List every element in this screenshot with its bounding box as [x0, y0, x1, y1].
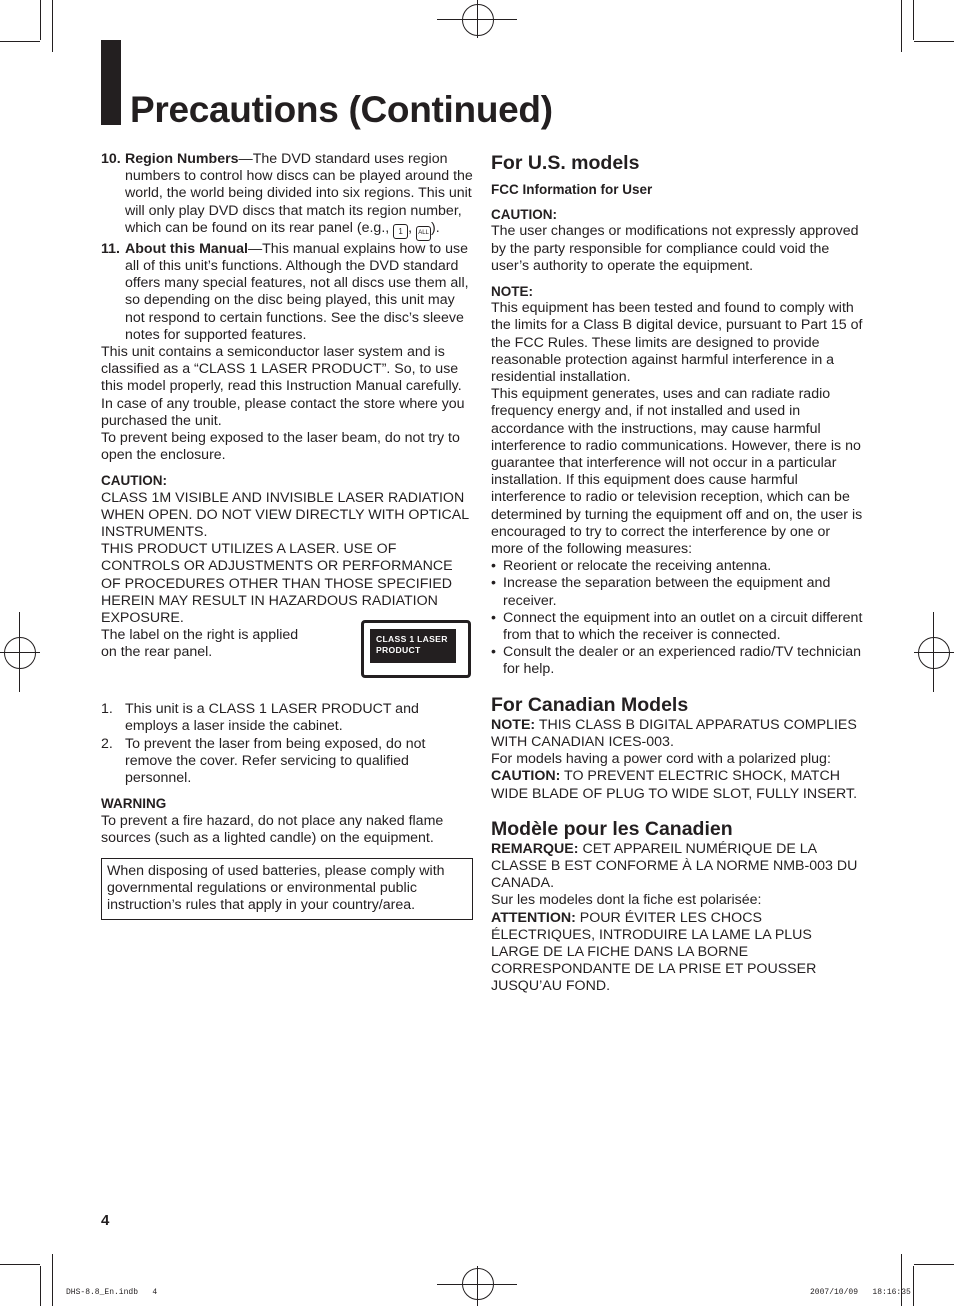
- french-plug-text: Sur les modeles dont la fiche est polarisée:: [491, 892, 762, 909]
- fcc-heading: FCC Information for User: [491, 182, 653, 197]
- bullet-text: Consult the dealer or an experienced radio/TV technician for help.: [503, 644, 862, 678]
- crop-mark: [52, 0, 53, 52]
- item-number: 11.: [101, 240, 120, 257]
- list-item: [101, 701, 473, 735]
- registration-mark-line: [19, 612, 20, 692]
- bullet-dot: •: [491, 558, 496, 575]
- item-text: To prevent the laser from being exposed, do not remove the cover. Refer servicing to qualified personnel.: [125, 735, 426, 787]
- warning-label: WARNING: [101, 796, 167, 812]
- right-column: [491, 151, 863, 996]
- bullet-item: [491, 575, 863, 609]
- list-item-region-numbers: [101, 151, 473, 241]
- registration-mark-line: [0, 652, 40, 653]
- caution-text-1: CLASS 1M VISIBLE AND INVISIBLE LASER RADIATION WHEN OPEN. DO NOT VIEW DIRECTLY WITH OPTICAL INSTRUMENTS.: [101, 489, 469, 541]
- laser-intro-paragraph: This unit contains a semiconductor laser system and is classified as a “CLASS 1 LASER PRODUCT”. So, to use this model properly, read this Instruction Manual carefully. In case of any trouble, please contact the store where you purchased the unit.: [101, 344, 465, 429]
- item-number: 1.: [101, 701, 113, 718]
- note-text: THIS CLASS B DIGITAL APPARATUS COMPLIES WITH CANADIAN ICES-003.: [491, 716, 857, 750]
- caution-text: TO PREVENT ELECTRIC SHOCK, MATCH WIDE BLADE OF PLUG TO WIDE SLOT, FULLY INSERT.: [491, 768, 858, 802]
- item-body: —The DVD standard uses region numbers to control how discs can be played around the world, the world being divided into six regions. This unit will only play DVD discs that match its region number, which can be found on its rear panel (e.g.,: [125, 151, 473, 236]
- canadian-caution: [491, 768, 863, 802]
- note-text-2: This equipment generates, uses and can radiate radio frequency energy and, if not installed and used in accordance with the instructions, may cause harmful interference to radio communications. However, there is no guarantee that interference will not occur in a particular installation. If this equipment does cause harmful interference to radio or television reception, which can be determined by turning the equipment off and on, the user is encouraged to try to correct the interference by one or more of the following measures:: [491, 386, 863, 558]
- item-number: 10.: [101, 151, 121, 167]
- item-text: This unit is a CLASS 1 LASER PRODUCT and employs a laser inside the cabinet.: [125, 701, 419, 735]
- registration-mark-line: [477, 1266, 478, 1306]
- bullet-text: Reorient or relocate the receiving antenna.: [503, 558, 772, 575]
- title-bar-accent: [101, 40, 121, 125]
- crop-mark: [40, 0, 41, 40]
- crop-mark: [914, 41, 954, 42]
- bullet-text: Increase the separation between the equipment and receiver.: [503, 575, 831, 609]
- item-body-sep: ,: [408, 219, 417, 236]
- laser-label-row: [101, 627, 473, 678]
- bullet-text: Connect the equipment into an outlet on a circuit different from that to which the receiver is connected.: [503, 609, 863, 644]
- registration-mark: [918, 637, 950, 669]
- crop-mark: [913, 0, 914, 40]
- crop-mark: [0, 1264, 40, 1265]
- laser-exposure-paragraph: To prevent being exposed to the laser beam, do not try to open the enclosure.: [101, 430, 460, 464]
- crop-mark: [913, 1266, 914, 1306]
- battery-disposal-notice: [101, 858, 473, 920]
- attention-label: ATTENTION:: [491, 909, 576, 926]
- crop-mark: [901, 1254, 902, 1306]
- page-number: 4: [101, 1212, 110, 1229]
- bullet-item: [491, 644, 863, 678]
- caution-label: CAUTION:: [101, 473, 167, 489]
- canadian-models-heading: For Canadian Models: [491, 693, 689, 716]
- bullet-item: [491, 558, 863, 575]
- item-lead: About this Manual: [125, 240, 248, 257]
- crop-mark: [901, 0, 902, 52]
- left-column: [101, 151, 473, 920]
- page-title: Precautions (Continued): [130, 89, 553, 130]
- canadian-plug-text: For models having a power cord with a polarized plug:: [491, 751, 831, 768]
- registration-mark: [462, 4, 494, 36]
- caution-text: The user changes or modifications not expressly approved by the party responsible for compliance could void the user’s authority to operate the equipment.: [491, 223, 859, 274]
- registration-mark-line: [477, 0, 478, 38]
- list-item-about-manual: [101, 241, 473, 344]
- region-1-icon: 1: [393, 224, 408, 239]
- crop-mark: [0, 41, 40, 42]
- french-remarque: [491, 841, 863, 893]
- item-body-end: ).: [431, 219, 440, 236]
- crop-mark: [914, 1264, 954, 1265]
- french-heading: Modèle pour les Canadien: [491, 817, 733, 840]
- crop-mark: [40, 1266, 41, 1306]
- notice-text: When disposing of used batteries, please comply with governmental regulations or environmental public instruction’s rules that apply in your country/area.: [107, 862, 445, 914]
- crop-mark: [52, 1254, 53, 1306]
- french-attention: [491, 910, 863, 996]
- item-body: —This manual explains how to use all of this unit’s functions. Although the DVD standard offers many special features, not all discs use them all, so depending on the disc being played, this unit may not respond to certain functions. See the disc’s sleeve notes for supported features.: [125, 240, 469, 343]
- laser-label-line2: PRODUCT: [376, 645, 421, 656]
- bullet-item: [491, 610, 863, 644]
- list-item: [101, 736, 473, 788]
- attention-text: POUR ÉVITER LES CHOCS ÉLECTRIQUES, INTRODUIRE LA LAME LA PLUS LARGE DE LA FICHE DANS LA BORNE CORRESPONDANTE DE LA PRISE ET POUSSER JUSQU’AU FOND.: [491, 909, 817, 995]
- registration-mark-line: [933, 612, 934, 692]
- us-models-heading: For U.S. models: [491, 152, 640, 174]
- caution-label: CAUTION:: [491, 768, 561, 785]
- class1-laser-label: [361, 620, 471, 678]
- caution-text-2: THIS PRODUCT UTILIZES A LASER. USE OF CONTROLS OR ADJUSTMENTS OR PERFORMANCE OF PROCEDURES OTHER THAN THOSE SPECIFIED HEREIN MAY RESULT IN HAZARDOUS RADIATION EXPOSURE.: [101, 541, 453, 627]
- footer-timestamp: 2007/10/09 18:16:35: [810, 1288, 911, 1297]
- item-text: [125, 151, 473, 241]
- canadian-note: [491, 717, 863, 751]
- bullet-dot: •: [491, 609, 496, 626]
- caution-label: CAUTION:: [491, 207, 557, 223]
- remarque-text: CET APPAREIL NUMÉRIQUE DE LA CLASSE B EST CONFORME À LA NORME NMB-003 DU CANADA.: [491, 840, 858, 892]
- warning-text: To prevent a fire hazard, do not place any naked flame sources (such as a lighted candle) on the equipment.: [101, 812, 444, 846]
- remarque-label: REMARQUE:: [491, 840, 579, 857]
- item-lead: Region Numbers: [125, 151, 239, 167]
- footer-file-info: DHS-8.8_En.indb 4: [66, 1288, 158, 1297]
- laser-label-inner: [370, 629, 456, 663]
- item-number: 2.: [101, 735, 113, 752]
- registration-mark-line: [914, 652, 954, 653]
- bullet-dot: •: [491, 575, 496, 592]
- region-all-icon: ALL: [416, 226, 431, 241]
- registration-mark: [4, 637, 36, 669]
- note-label: NOTE:: [491, 284, 533, 300]
- note-label: NOTE:: [491, 716, 536, 733]
- laser-label-line1: CLASS 1 LASER: [376, 634, 448, 645]
- label-description: The label on the right is applied on the rear panel.: [101, 627, 299, 661]
- note-text-1: This equipment has been tested and found to comply with the limits for a Class B digital device, pursuant to Part 15 of the FCC Rules. These limits are designed to provide reasonable protection against harmful interference in a residential installation.: [491, 300, 863, 386]
- bullet-dot: •: [491, 644, 496, 661]
- item-text: [125, 241, 473, 344]
